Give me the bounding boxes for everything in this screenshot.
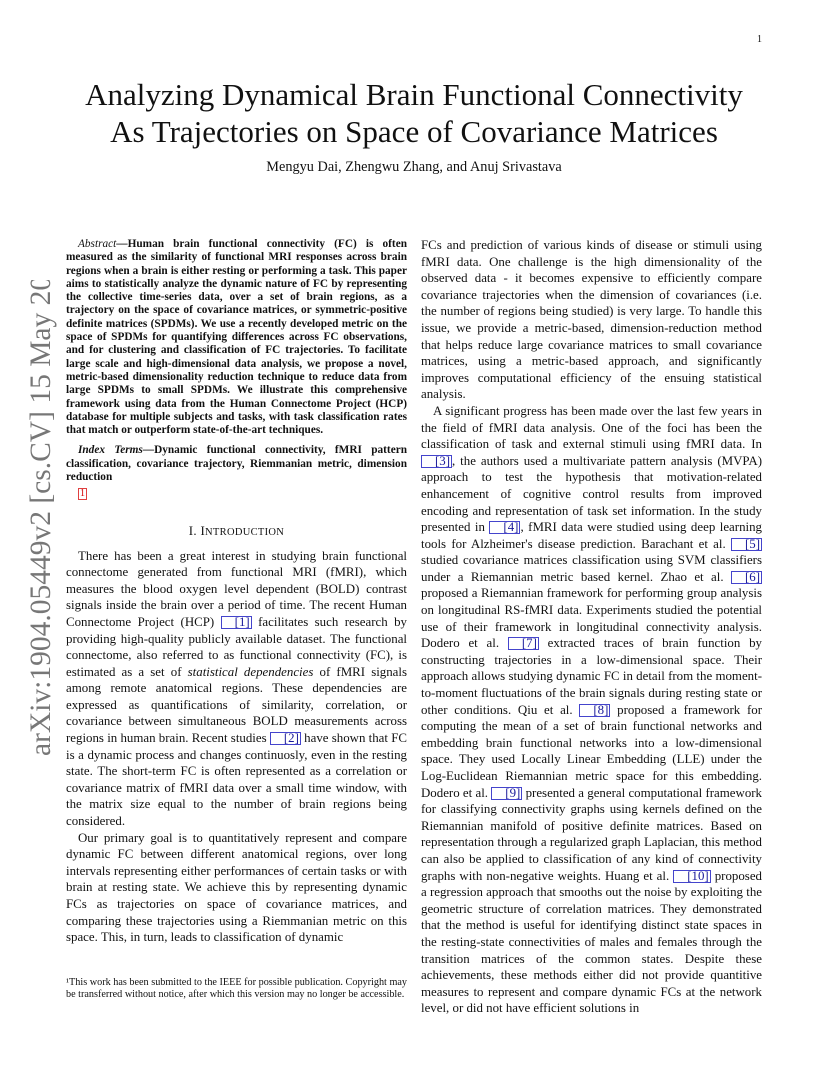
text-run: have shown that FC is a dynamic process and changes continuosly, even in the resting state. The short-term FC is often represented as a correlation or covariance matrix of fMRI data over a small time window, with the matrix size equal to the number of brain regions being considered. bbox=[66, 731, 408, 829]
right-paragraph-1: FCs and prediction of various kinds of disease or stimuli using fMRI data. One challenge is the high dimensionality of the observed data - it becomes expensive to efficiently compare covariance trajectories when the dimension of covariances (i.e. the number of regions being studied) is very large. To handle this issue, we provide a metric-based, dimension-reduction method that helps reduce large covariance matrices to small covariance matrices, using a metric-based approach, and significantly improves computational efficiency of the ensuing statistical analysis. bbox=[421, 238, 762, 402]
citation-link[interactable]: [10] bbox=[673, 870, 710, 883]
title-line-1: Analyzing Dynamical Brain Functional Connectivity bbox=[85, 77, 743, 112]
abstract-text: —Human brain functional connectivity (FC) is often measured as the similarity of functional MRI responses across brain regions when a brain is either resting or performing a task. This paper aims to statistically analyze the dynamic nature of FC by representing the collective time-series data, over a set of brain regions, as a trajectory on the space of covariance matrices, or symmetric-positive definite matrices (SPDMs). We use a recently developed metric on the space of SPDMs for quantifying differences across FC observations, and for clustering and classification of FC trajectories. To facilitate large scale and high-dimensional data analysis, we propose a novel, metric-based dimensionality reduction technique to reduce data from large SPDMs to small SPDMs. We illustrate this comprehensive framework using data from the Human Connectome Project (HCP) database for multiple subjects and tasks, with task classification rates that match or outperform state-of-the-art techniques. bbox=[66, 238, 407, 437]
left-column bbox=[66, 238, 407, 946]
text-run: proposed a regression approach that smooths out the noise by exploiting the geometric structure of correlation matrices. They demonstrated that the method is useful for identifying distinct state spaces in the resting-state connectivities of males and females through the transition matrices of the common states. Despite these achievements, these methods either did not provide quantitive measures to represent and compare dynamic FCs at the network level, or did not have efficient solutions in bbox=[421, 868, 762, 1016]
text-run: presented a general computational framework for classifying connectivity graphs using kernels defined on the Riemannian manifold of positive definite matrices. Based on representation through a regularized graph Laplacian, this method can also be applied to classification of any kind of connectivity graphs with non-negative weights. Huang et al. bbox=[421, 785, 762, 883]
citation-link[interactable]: [7] bbox=[508, 637, 539, 650]
intro-paragraph-2: Our primary goal is to quantitatively represent and compare dynamic FC between different anatomical regions, over long intervals representing either performances of certain tasks or with brain at resting state. We achieve this by representing dynamic FCs as trajectories on space of covariance matrices, and comparing these trajectories using a Riemmanian metric on this space. This, in turn, leads to classification of dynamic bbox=[66, 830, 407, 945]
paper-title bbox=[30, 76, 798, 150]
page-number: 1 bbox=[757, 34, 762, 45]
text-run: , fMRI data were studied using deep learning tools for Alzheimer's disease prediction. Barachant et al. bbox=[421, 520, 762, 551]
citation-link[interactable]: [6] bbox=[731, 571, 762, 584]
text-run: studied covariance matrices classification using SVM classifiers under a Riemannian metric based kernel. Zhao et al. bbox=[421, 553, 762, 584]
section-title-rest: NTRODUCTION bbox=[205, 526, 285, 538]
index-terms bbox=[66, 444, 407, 484]
citation-link[interactable]: [1] bbox=[221, 616, 252, 629]
citation-link[interactable]: [2] bbox=[270, 732, 301, 745]
right-column bbox=[421, 237, 762, 1017]
title-line-2: As Trajectories on Space of Covariance Matrices bbox=[110, 114, 718, 149]
arxiv-stamp bbox=[6, 280, 66, 760]
text-run: of fMRI signals among remote anatomical regions. These dependencies are expressed as quantifications of similarity, correlation, or covariance between simultaneous BOLD measurements across regions in human brain. Recent studies bbox=[66, 664, 408, 746]
right-paragraph-2 bbox=[421, 403, 762, 1017]
text-run: proposed a Riemannian framework for performing group analysis on longitudinal RS-fMRI data. Experiments studied the potential use of their framework in longitudinal connectivity analysis. Dodero et al. bbox=[421, 586, 762, 651]
section-heading bbox=[66, 523, 407, 542]
author-list: Mengyu Dai, Zhengwu Zhang, and Anuj Srivastava bbox=[266, 159, 562, 175]
emphasis-text: statistical dependencies bbox=[187, 664, 314, 679]
footnote-link[interactable]: 1 bbox=[80, 488, 85, 500]
index-terms-text: —Dynamic functional connectivity, fMRI pattern classification, covariance trajectory, Riemmanian metric, dimension reduction bbox=[66, 444, 408, 484]
citation-link[interactable]: [8] bbox=[579, 704, 610, 717]
citation-link[interactable]: [4] bbox=[489, 521, 520, 534]
text-run: extracted traces of brain function by constructing trajectories in a low-dimensional space. Their approach allows studying dynamic FC in detail from the moment-to-moment fluctuations of the brain signals during resting state or other conditions. Qiu et al. bbox=[421, 636, 762, 717]
citation-link[interactable]: [9] bbox=[491, 787, 522, 800]
footnote: ¹This work has been submitted to the IEEE for possible publication. Copyright may be transferred without notice, after which this version may no longer be accessible. bbox=[66, 977, 407, 1000]
abstract-label: Abstract bbox=[78, 238, 117, 250]
text-run: facilitates such research by providing high-quality publicly available dataset. The functional connectome, also referred to as functional connectivity (FC), is estimated as a set of bbox=[66, 614, 407, 679]
arxiv-stamp-text: arXiv:1904.05449v2 [cs.CV] 15 May 2019 bbox=[25, 280, 57, 756]
text-run: proposed a framework for computing the mean of a set of brain functional networks and embedding brain functional networks into a low-dimensional space. They used Locally Linear Embedding (LLE) under the Log-Euclidean Riemannian metric space for this embedding. Dodero et al. bbox=[421, 702, 762, 800]
text-run: A significant progress has been made over the last few years in the field of fMRI data analysis. One of the foci has been the classification of task and external stimuli using fMRI data. In bbox=[421, 403, 762, 452]
section-initial: I bbox=[200, 523, 206, 538]
citation-link[interactable]: [3] bbox=[421, 455, 452, 468]
abstract bbox=[66, 238, 407, 437]
text-run: There has been a great interest in studying brain functional connectome generated from functional MRI (fMRI), which measures the blood oxygen level dependent (BOLD) contrast signals inside the brain over a period of time. The recent Human Connectome Project (HCP) bbox=[66, 548, 407, 629]
text-run: , the authors used a multivariate pattern analysis (MVPA) approach to test the hypothesis that motivation-related enhancement of cognitive control results from improved encoding and representation of task set information. In the study presented in bbox=[421, 453, 762, 535]
section-numeral: I. bbox=[188, 523, 197, 538]
intro-paragraph-1 bbox=[66, 548, 407, 830]
index-terms-label: Index Terms bbox=[78, 444, 143, 457]
citation-link[interactable]: [5] bbox=[731, 538, 762, 551]
